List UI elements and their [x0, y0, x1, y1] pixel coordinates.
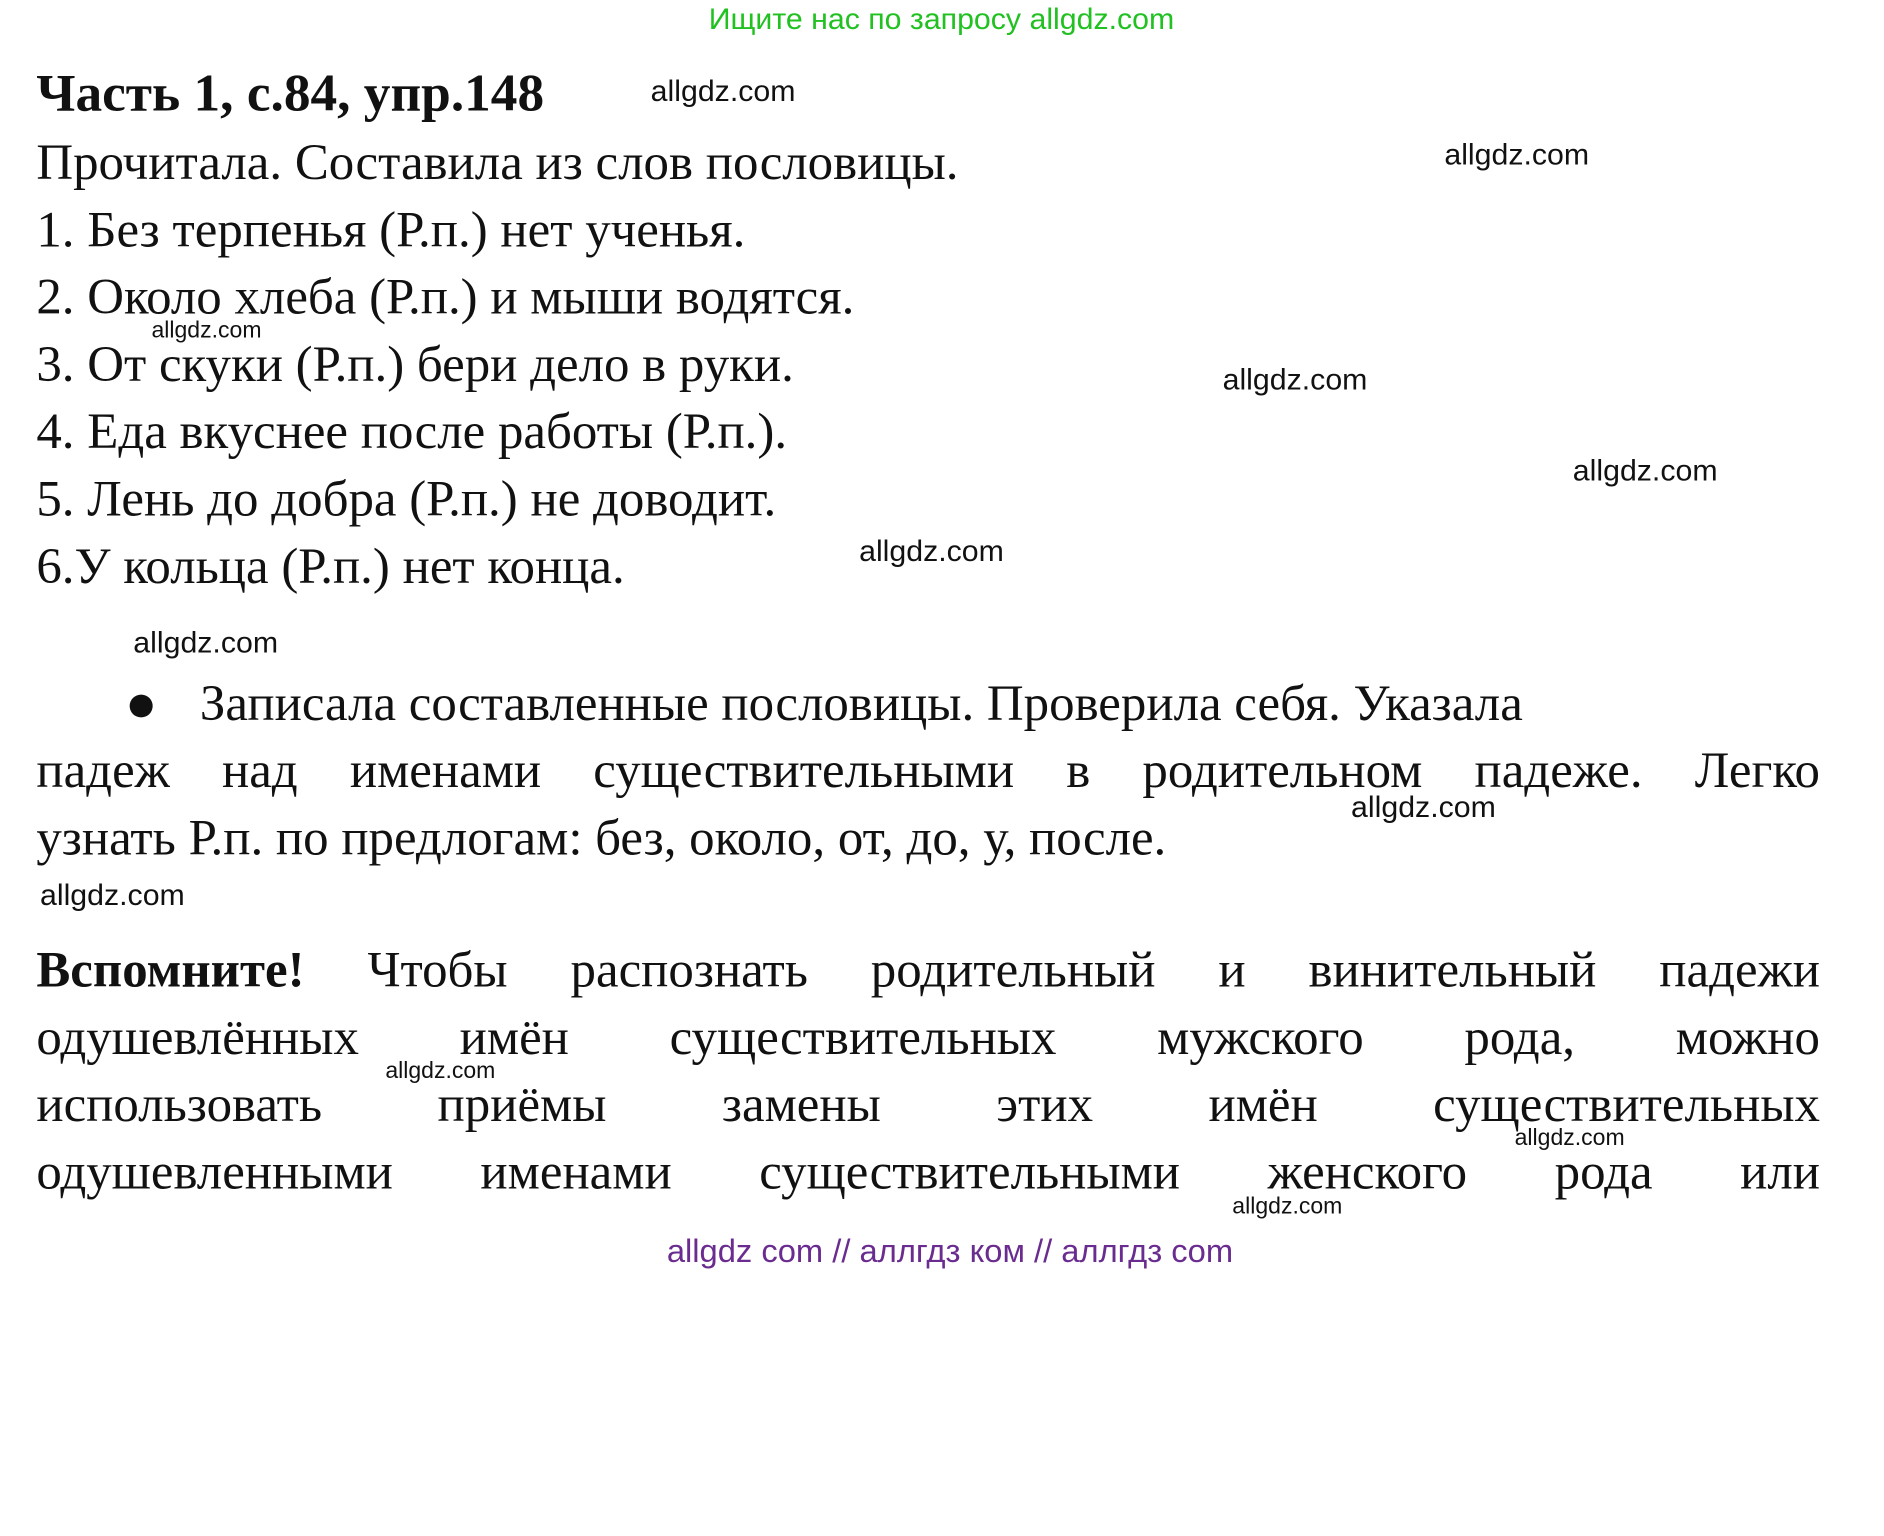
reminder-line-3: использовать приёмы замены этих имён существительных [36, 1077, 1820, 1134]
watermark: allgdz.com [39, 878, 185, 913]
watermark: allgdz.com [151, 318, 262, 344]
proverb-3: 3. От скуки (Р.п.) бери дело в руки. [36, 337, 794, 393]
bullet-line-3: узнать Р.п. по предлогам: без, около, от, до, у, после. [36, 811, 1167, 867]
watermark: allgdz.com [1514, 1125, 1625, 1152]
proverb-1: 1. Без терпенья (Р.п.) нет ученья. [36, 203, 746, 259]
reminder-label: Вспомните! [36, 943, 305, 999]
bullet-line-2: падеж над именами существительными в родительном падеже. Легко [36, 743, 1820, 800]
proverb-6: 6.У кольца (Р.п.) нет конца. [36, 539, 625, 595]
watermark: allgdz.com [1222, 362, 1368, 397]
watermark: allgdz.com [650, 74, 796, 109]
watermark: allgdz.com [133, 626, 279, 660]
watermark: allgdz.com [1444, 138, 1590, 172]
watermark: allgdz.com [1232, 1194, 1343, 1220]
watermark: allgdz.com [859, 534, 1004, 569]
proverb-4: 4. Еда вкуснее после работы (Р.п.). [36, 404, 788, 461]
reminder-line-1 [36, 942, 1820, 1000]
intro-text: Прочитала. Составила из слов пословицы. [36, 135, 959, 192]
proverb-2: 2. Около хлеба (Р.п.) и мыши водятся. [36, 270, 855, 326]
reminder-line-2: одушевлённых имён существительных мужского рода, можно [36, 1010, 1820, 1066]
top-banner[interactable]: Ищите нас по запросу allgdz.com [708, 2, 1175, 37]
reminder-text-1: Чтобы распознать родительный и винительный падежи [367, 943, 1820, 999]
exercise-heading: Часть 1, с.84, упр.148 [36, 63, 545, 123]
bullet-line-1: Записала составленные пословицы. Проверила себя. Указала [199, 676, 1523, 732]
watermark: allgdz.com [1572, 454, 1718, 488]
watermark: allgdz.com [1351, 790, 1496, 825]
bottom-banner[interactable]: allgdz com // аллгдз ком // аллгдз com [666, 1232, 1234, 1269]
watermark: allgdz.com [385, 1058, 496, 1084]
bullet-dot-icon [130, 695, 153, 718]
reminder-line-4: одушевленными именами существительными женского рода или [36, 1145, 1820, 1201]
proverb-5: 5. Лень до добра (Р.п.) не доводит. [36, 472, 777, 528]
